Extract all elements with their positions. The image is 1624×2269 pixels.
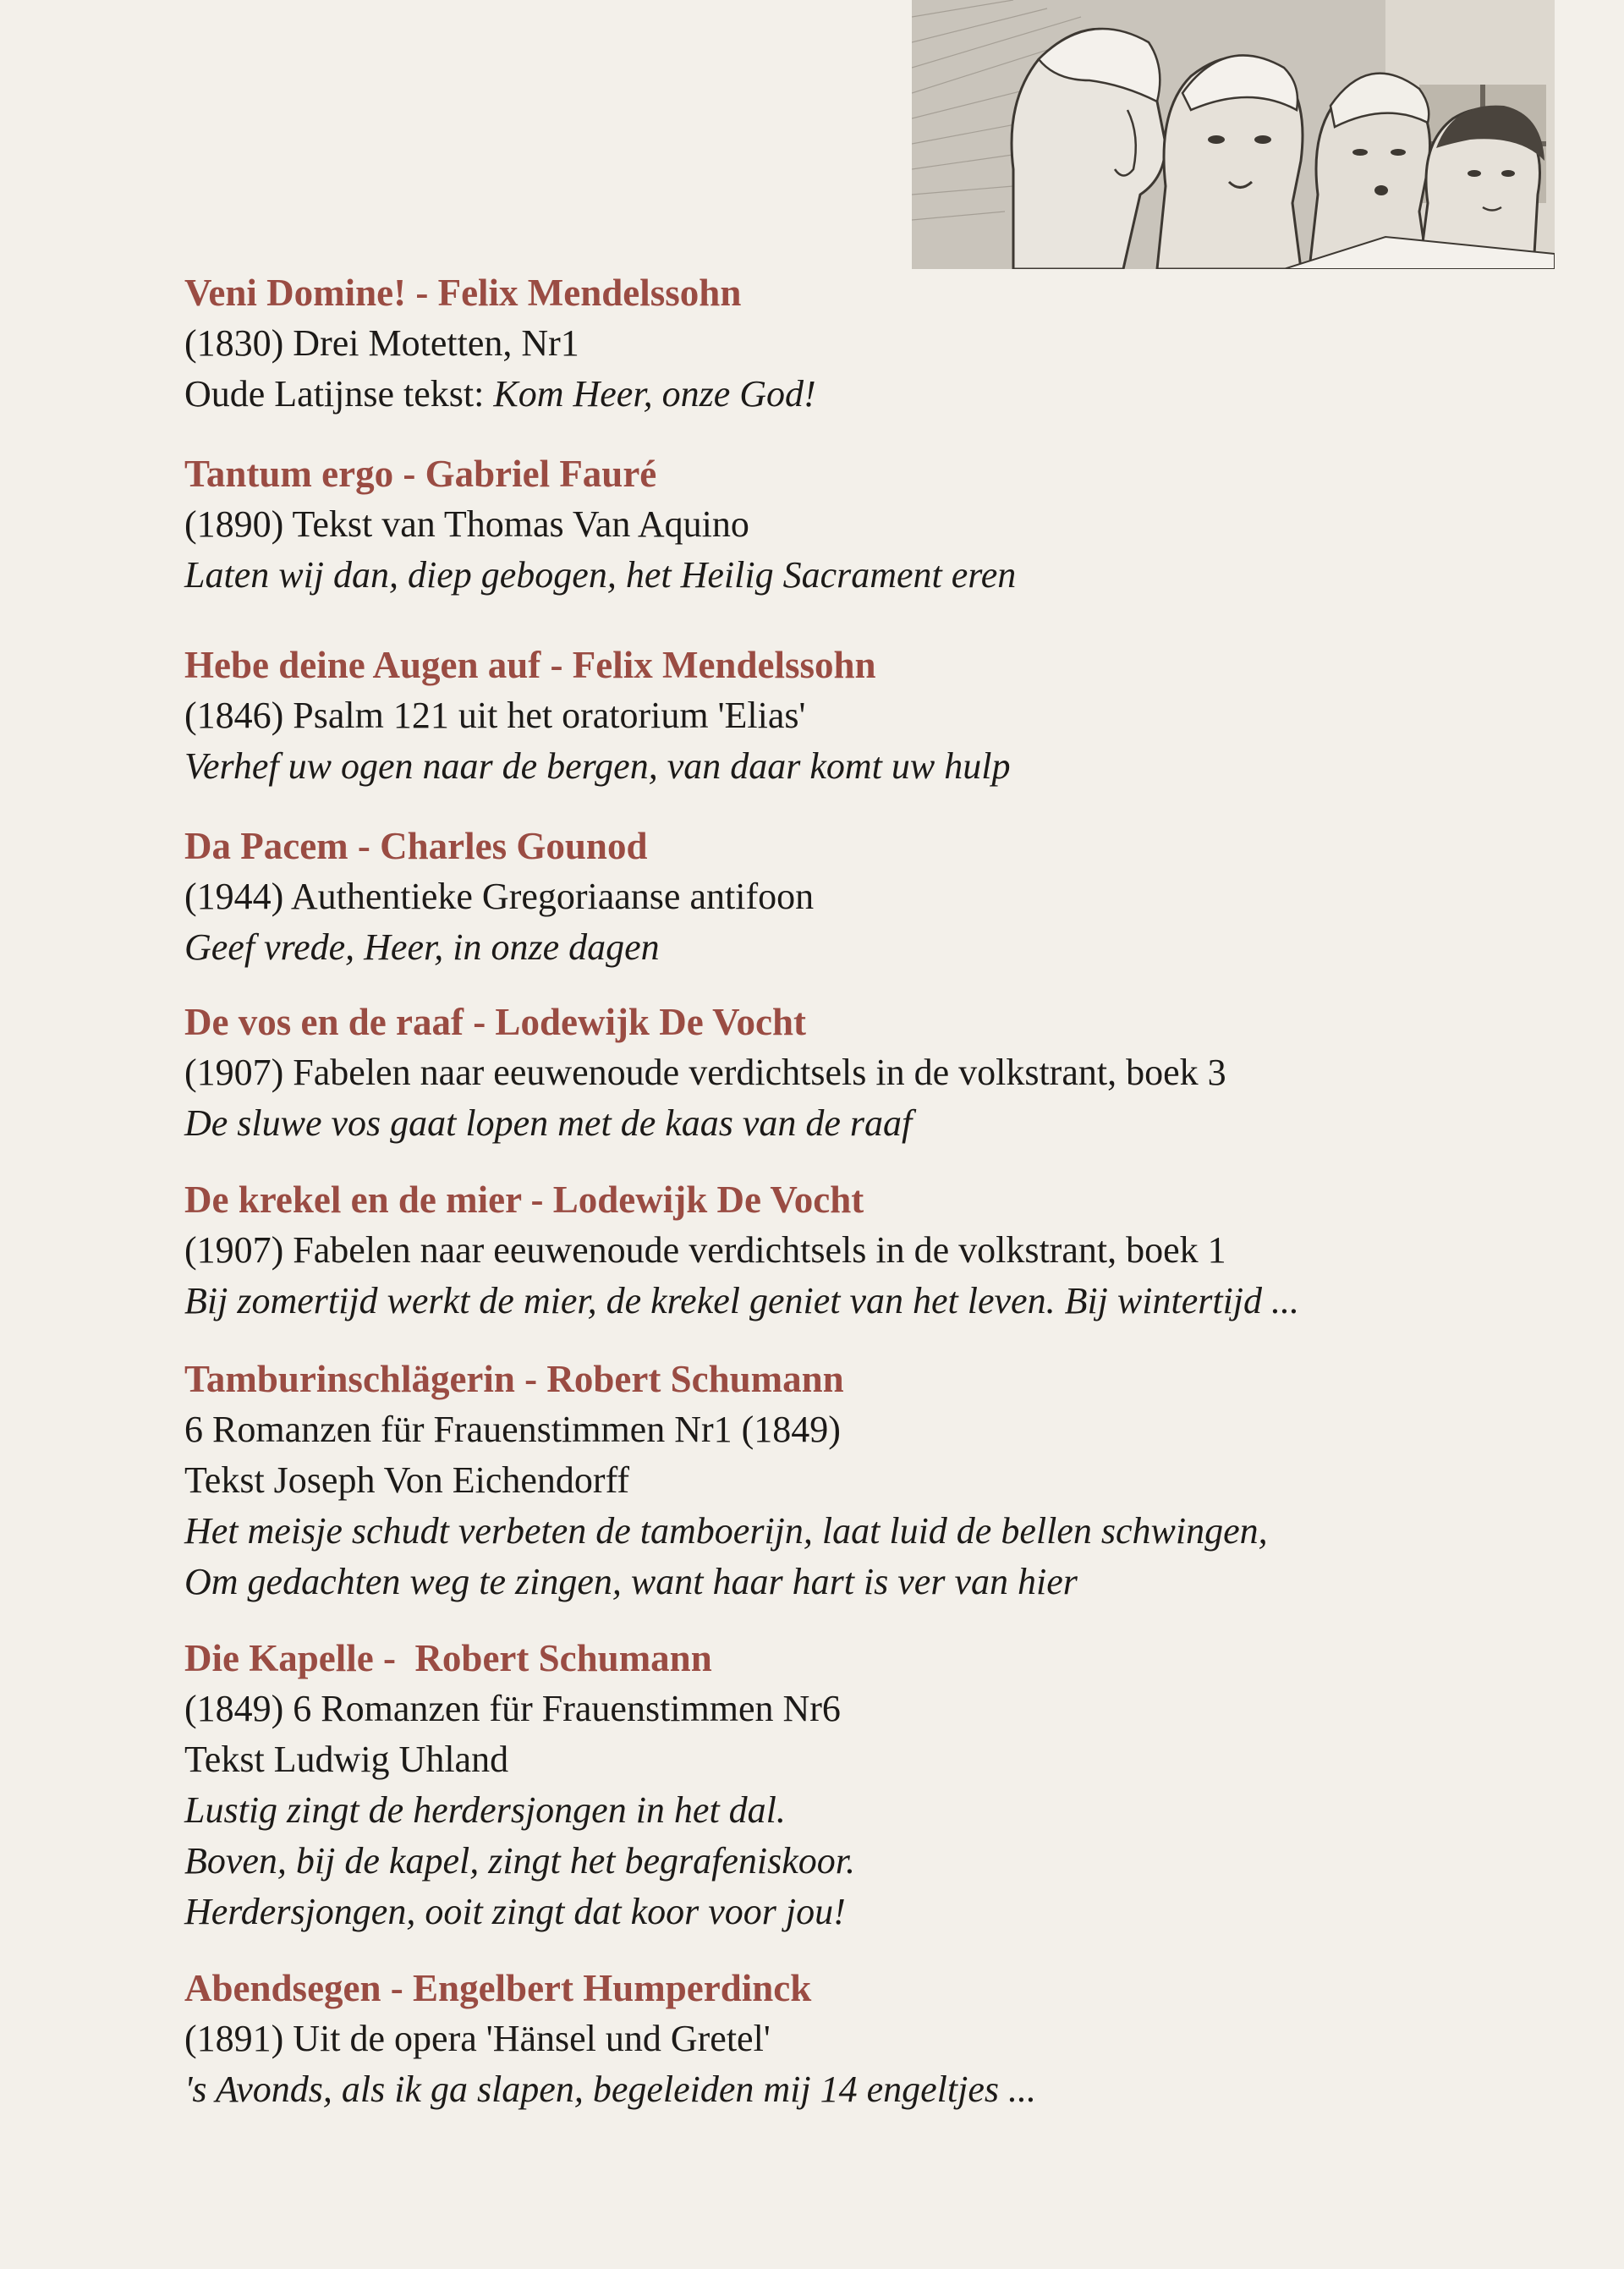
engraving-of-four-singing-girls-icon [912,0,1555,269]
piece-info-line: Tekst Joseph Von Eichendorff [184,1459,630,1501]
program-piece [184,448,1538,601]
program-piece [184,821,1538,973]
piece-lyric-line: De sluwe vos gaat lopen met de kaas van de raaf [184,1102,913,1144]
program-piece [184,997,1538,1149]
program-piece [184,1963,1538,2115]
piece-lyric-line: Lustig zingt de herdersjongen in het dal. [184,1789,786,1831]
piece-lyric-line: Om gedachten weg te zingen, want haar hart is ver van hier [184,1561,1078,1602]
piece-lyric-line: Herdersjongen, ooit zingt dat koor voor jou! [184,1891,846,1932]
piece-title: Hebe deine Augen auf - Felix Mendelssohn [184,644,876,686]
piece-info-line: (1890) Tekst van Thomas Van Aquino [184,503,749,545]
piece-info-line: (1907) Fabelen naar eeuwenoude verdichtsels in de volkstrant, boek 1 [184,1229,1226,1271]
program-piece [184,640,1538,792]
piece-title: Tamburinschlägerin - Robert Schumann [184,1358,844,1400]
program-piece [184,1174,1538,1327]
piece-title: Tantum ergo - Gabriel Fauré [184,453,657,495]
piece-lyric-line: Bij zomertijd werkt de mier, de krekel geniet van het leven. Bij wintertijd ... [184,1280,1300,1321]
piece-info-line: (1846) Psalm 121 uit het oratorium 'Elias' [184,695,806,736]
piece-lyric-line: Geef vrede, Heer, in onze dagen [184,926,660,968]
piece-info-line: (1849) 6 Romanzen für Frauenstimmen Nr6 [184,1688,841,1729]
piece-info-line: (1944) Authentieke Gregoriaanse antifoon [184,876,815,917]
piece-info-line: (1907) Fabelen naar eeuwenoude verdichtsels in de volkstrant, boek 3 [184,1052,1226,1093]
piece-lyric-text: Kom Heer, onze God! [493,373,816,415]
piece-info-line: (1830) Drei Motetten, Nr1 [184,322,579,364]
piece-lyric-line: Boven, bij de kapel, zingt het begrafeniskoor. [184,1840,856,1882]
piece-lyric-line: Het meisje schudt verbeten de tamboerijn, laat luid de bellen schwingen, [184,1510,1268,1552]
piece-title: De krekel en de mier - Lodewijk De Vocht [184,1178,864,1221]
piece-info-line: 6 Romanzen für Frauenstimmen Nr1 (1849) [184,1409,841,1450]
program-piece [184,1354,1538,1607]
program-piece [184,1633,1538,1937]
piece-title: Da Pacem - Charles Gounod [184,825,648,867]
piece-lyric-line: Laten wij dan, diep gebogen, het Heilig Sacrament eren [184,554,1017,596]
concert-program [184,267,1538,2115]
piece-title: De vos en de raaf - Lodewijk De Vocht [184,1001,806,1043]
piece-info-line: (1891) Uit de opera 'Hänsel und Gretel' [184,2018,771,2059]
piece-title: Die Kapelle - Robert Schumann [184,1637,712,1679]
piece-info-text: Oude Latijnse tekst: [184,373,494,415]
piece-lyric-line: 's Avonds, als ik ga slapen, begeleiden mij 14 engeltjes ... [184,2068,1036,2110]
piece-title: Abendsegen - Engelbert Humperdinck [184,1967,812,2009]
piece-title: Veni Domine! - Felix Mendelssohn [184,272,742,314]
singing-girls-illustration [912,0,1555,269]
piece-info-line: Tekst Ludwig Uhland [184,1739,509,1780]
piece-info-line [184,369,1538,420]
program-piece [184,267,1538,420]
piece-lyric-line: Verhef uw ogen naar de bergen, van daar komt uw hulp [184,745,1011,787]
